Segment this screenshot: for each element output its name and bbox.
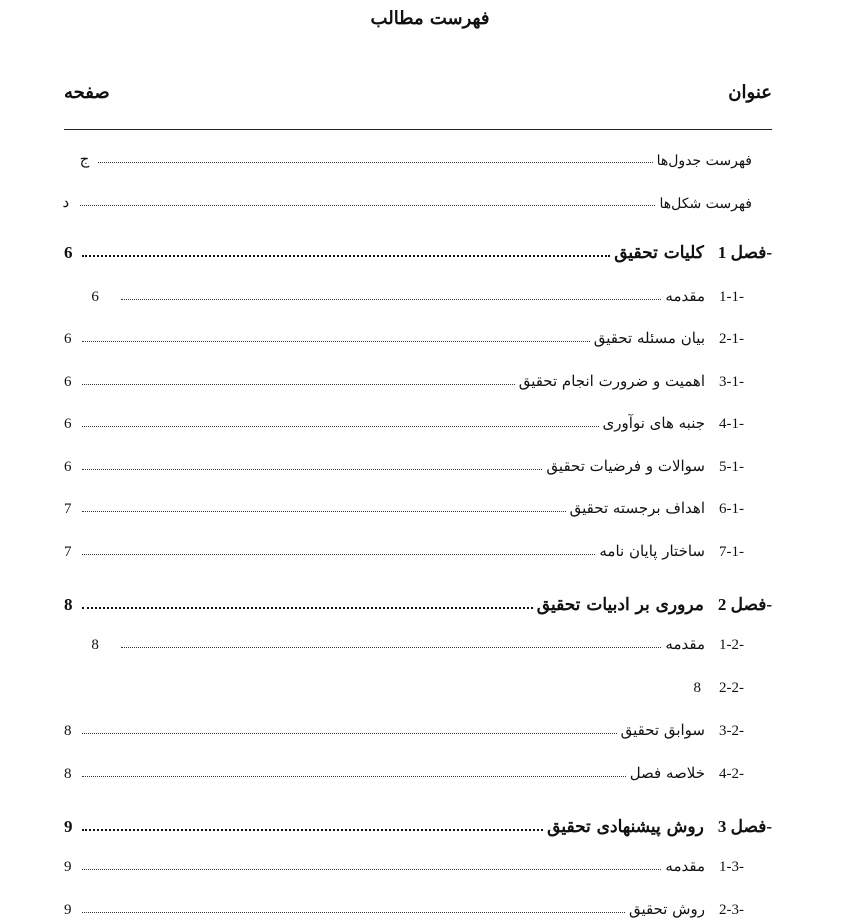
toc-section-page: 8 <box>91 637 99 653</box>
toc-chapter-label: فصل 2-مروری بر ادبیات تحقیق <box>536 595 772 615</box>
dot-leader <box>82 426 599 427</box>
dot-leader <box>82 469 542 470</box>
dot-leader <box>82 912 625 913</box>
toc-section-label: 2-1-بیان مسئله تحقیق <box>593 329 744 347</box>
toc-section-page: 6 <box>91 289 99 305</box>
dot-leader <box>82 869 661 870</box>
toc-section[interactable] <box>64 850 772 876</box>
toc-section[interactable] <box>64 628 772 654</box>
dot-leader <box>82 384 515 385</box>
toc-section[interactable] <box>64 671 772 697</box>
dot-leader <box>121 299 661 300</box>
dot-leader <box>82 511 566 512</box>
toc-chapter[interactable] <box>64 237 772 263</box>
dot-leader <box>82 554 595 555</box>
toc-section-page: 6 <box>64 374 72 390</box>
toc-chapter-page: 8 <box>64 595 73 614</box>
toc-section-page: 9 <box>64 902 72 918</box>
toc-section-page: 6 <box>64 459 72 475</box>
toc-chapter-label: فصل 3-روش پیشنهادی تحقیق <box>547 817 772 837</box>
toc-section-label: 7-1-ساختار پایان نامه <box>599 542 744 560</box>
toc-chapter-page: 6 <box>64 243 73 262</box>
header-rule <box>64 129 772 130</box>
toc-section-label: 1-3-مقدمه <box>665 857 744 875</box>
toc-section-label: 4-1-جنبه های نوآوری <box>602 414 744 432</box>
toc-section-label: 5-1-سوالات و فرضیات تحقیق <box>546 457 744 475</box>
dot-leader <box>82 733 617 734</box>
toc-section[interactable] <box>64 450 772 476</box>
toc-section[interactable] <box>64 714 772 740</box>
column-title-heading: عنوان <box>728 82 772 103</box>
toc-entry-front[interactable] <box>64 143 772 169</box>
dot-leader <box>82 776 626 777</box>
toc-section[interactable] <box>64 535 772 561</box>
toc-chapter-page: 9 <box>64 817 73 836</box>
dot-leader <box>121 647 661 648</box>
dot-leader <box>82 341 590 342</box>
toc-chapter[interactable] <box>64 811 772 837</box>
toc-section[interactable] <box>64 757 772 783</box>
toc-section-page: 7 <box>64 544 72 560</box>
toc-section-label: 1-1-مقدمه <box>665 287 744 305</box>
toc-section-page: 8 <box>64 723 72 739</box>
toc-section-label: 6-1-اهداف برجسته تحقیق <box>569 499 744 517</box>
toc-entry-page: د <box>62 195 70 211</box>
dot-leader <box>82 255 610 257</box>
toc-section-label: 2-2- <box>719 680 744 696</box>
toc-section-page: 6 <box>64 416 72 432</box>
toc-section-label: 2-3-روش تحقیق <box>628 900 744 918</box>
page-title: فهرست مطالب <box>370 8 490 29</box>
toc-chapter[interactable] <box>64 589 772 615</box>
toc-section-label: 3-2-سوابق تحقیق <box>620 721 744 739</box>
dot-leader <box>80 205 655 206</box>
toc-chapter-label: فصل 1-کلیات تحقیق <box>614 243 772 263</box>
toc-entry-front[interactable] <box>64 186 772 212</box>
toc-entry-page: ج <box>79 152 90 168</box>
dot-leader <box>98 162 653 163</box>
toc-section[interactable] <box>64 893 772 919</box>
toc-section-page: 7 <box>64 501 72 517</box>
dot-leader <box>82 829 543 831</box>
toc-entry-label: فهرست جدول‌ها <box>656 153 752 169</box>
toc-section-page: 6 <box>64 331 72 347</box>
dot-leader <box>82 607 533 609</box>
toc-section[interactable] <box>64 407 772 433</box>
toc-section-label: 1-2-مقدمه <box>665 635 744 653</box>
toc-section-label: 4-2-خلاصه فصل <box>629 764 744 782</box>
column-title-page: صفحه <box>64 82 110 103</box>
toc-section-page: 8 <box>693 680 701 696</box>
toc-section[interactable] <box>64 492 772 518</box>
toc-section[interactable] <box>64 365 772 391</box>
toc-entry-label: فهرست شکل‌ها <box>659 196 752 212</box>
toc-section-page: 9 <box>64 859 72 875</box>
toc-section-label: 3-1-اهمیت و ضرورت انجام تحقیق <box>518 372 744 390</box>
toc-section[interactable] <box>64 322 772 348</box>
toc-section-page: 8 <box>64 766 72 782</box>
toc-section[interactable] <box>64 280 772 306</box>
